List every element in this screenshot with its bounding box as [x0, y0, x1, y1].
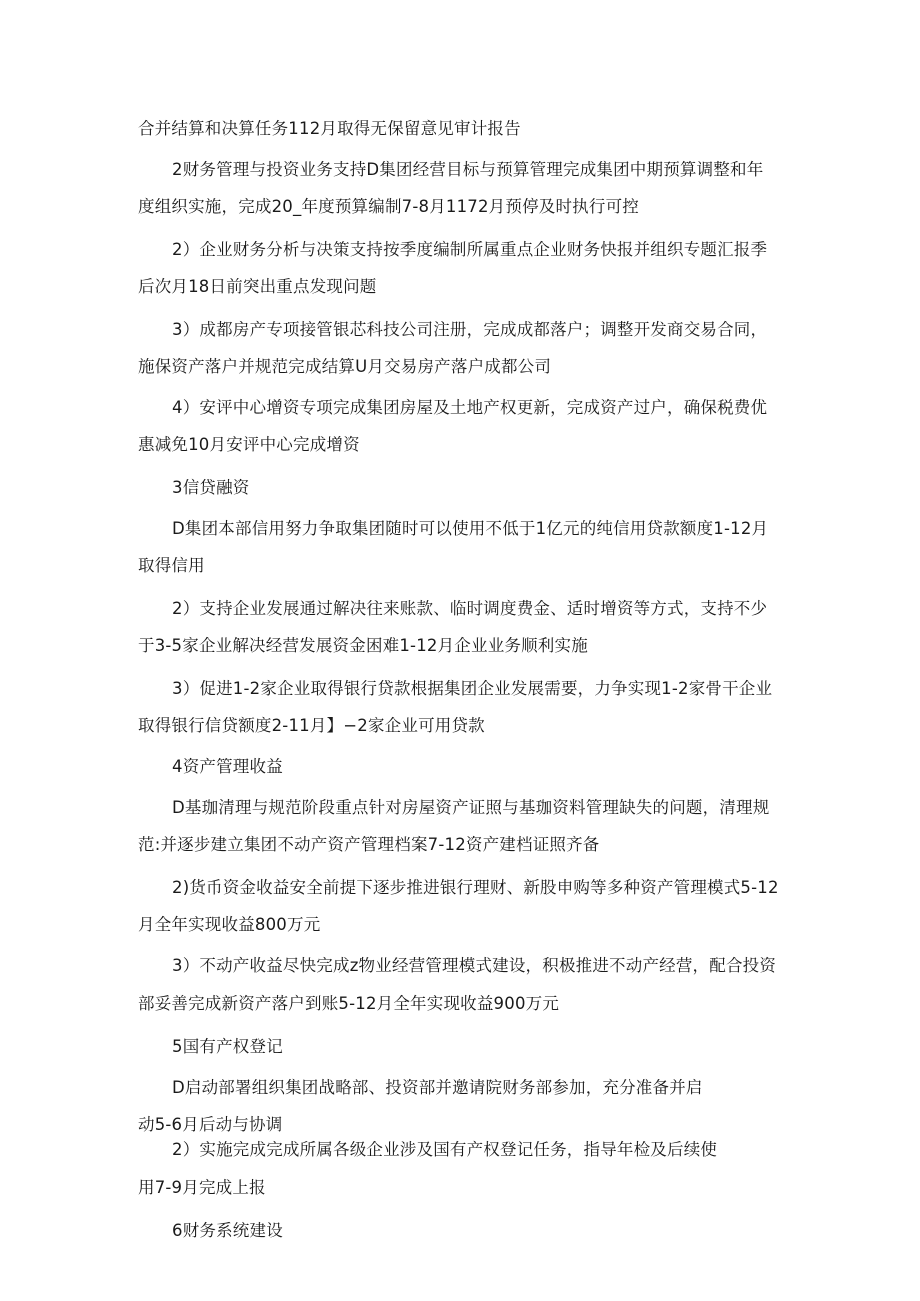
text-line: 2)货币资金收益安全前提下逐步推进银行理财、新股申购等多种资产管理模式5-12: [172, 878, 779, 897]
section-heading-4: 4资产管理收益: [172, 757, 283, 776]
text-line: 3）促进1-2家企业取得银行贷款根据集团企业发展需要，力争实现1-2家骨干企业: [172, 679, 773, 698]
text-line: 2）企业财务分析与决策支持按季度编制所属重点企业财务快报并组织专题汇报季: [172, 240, 768, 259]
section-heading-3: 3信贷融资: [172, 478, 250, 497]
section-2-line: 2财务管理与投资业务支持D集团经营目标与预算管理完成集团中期预算调整和年: [172, 160, 764, 179]
text-line: 于3-5家企业解决经营发展资金困难1-12月企业业务顺利实施: [138, 636, 588, 655]
text-line: 3）不动产收益尽快完成z物业经营管理模式建设，积极推进不动产经营，配合投资: [172, 956, 777, 975]
text-line: 月全年实现收益800万元: [138, 915, 321, 934]
text-line: 合并结算和决算任务112月取得无保留意见审计报告: [138, 119, 521, 138]
text-line: 用7-9月完成上报: [138, 1178, 266, 1197]
text-line: 后次月18日前突出重点发现问题: [138, 277, 377, 296]
text-line: 取得银行信贷额度2-11月】−2家企业可用贷款: [138, 716, 485, 735]
text-line: 动5-6月后动与协调: [138, 1115, 283, 1134]
text-line: 2）支持企业发展通过解决往来账款、临时调度费金、适时增资等方式，支持不少: [172, 599, 768, 618]
section-heading-5: 5国有产权登记: [172, 1037, 283, 1056]
text-line: 取得信用: [138, 556, 205, 575]
text-line: 惠减免10月安评中心完成增资: [138, 435, 360, 454]
text-line: D集团本部信用努力争取集团随时可以使用不低于1亿元的纯信用贷款额度1-12月: [172, 519, 769, 538]
text-line: 3）成都房产专项接管银芯科技公司注册，完成成都落户；调整开发商交易合同，: [172, 320, 768, 339]
text-line: 4）安评中心增资专项完成集团房屋及土地产权更新，完成资产过户，确保税费优: [172, 398, 768, 417]
text-line: 部妥善完成新资产落户到账5-12月全年实现收益900万元: [138, 994, 560, 1013]
text-line: D启动部署组织集团战略部、投资部并邀请院财务部参加，充分准备并启: [172, 1078, 703, 1097]
text-line: 2）实施完成完成所属各级企业涉及国有产权登记任务，指导年检及后续使: [172, 1140, 718, 1159]
text-line: 施保资产落户并规范完成结算U月交易房产落户成都公司: [138, 357, 552, 376]
section-heading-6: 6财务系统建设: [172, 1221, 283, 1240]
text-line: 度组织实施，完成20_年度预算编制7-8月1172月预停及时执行可控: [138, 197, 639, 216]
text-line: D基珈清理与规范阶段重点针对房屋资产证照与基珈资料管理缺失的问题，清理规: [172, 798, 770, 817]
text-line: 范:并逐步建立集团不动产资产管理档案7-12资产建档证照齐备: [138, 835, 600, 854]
